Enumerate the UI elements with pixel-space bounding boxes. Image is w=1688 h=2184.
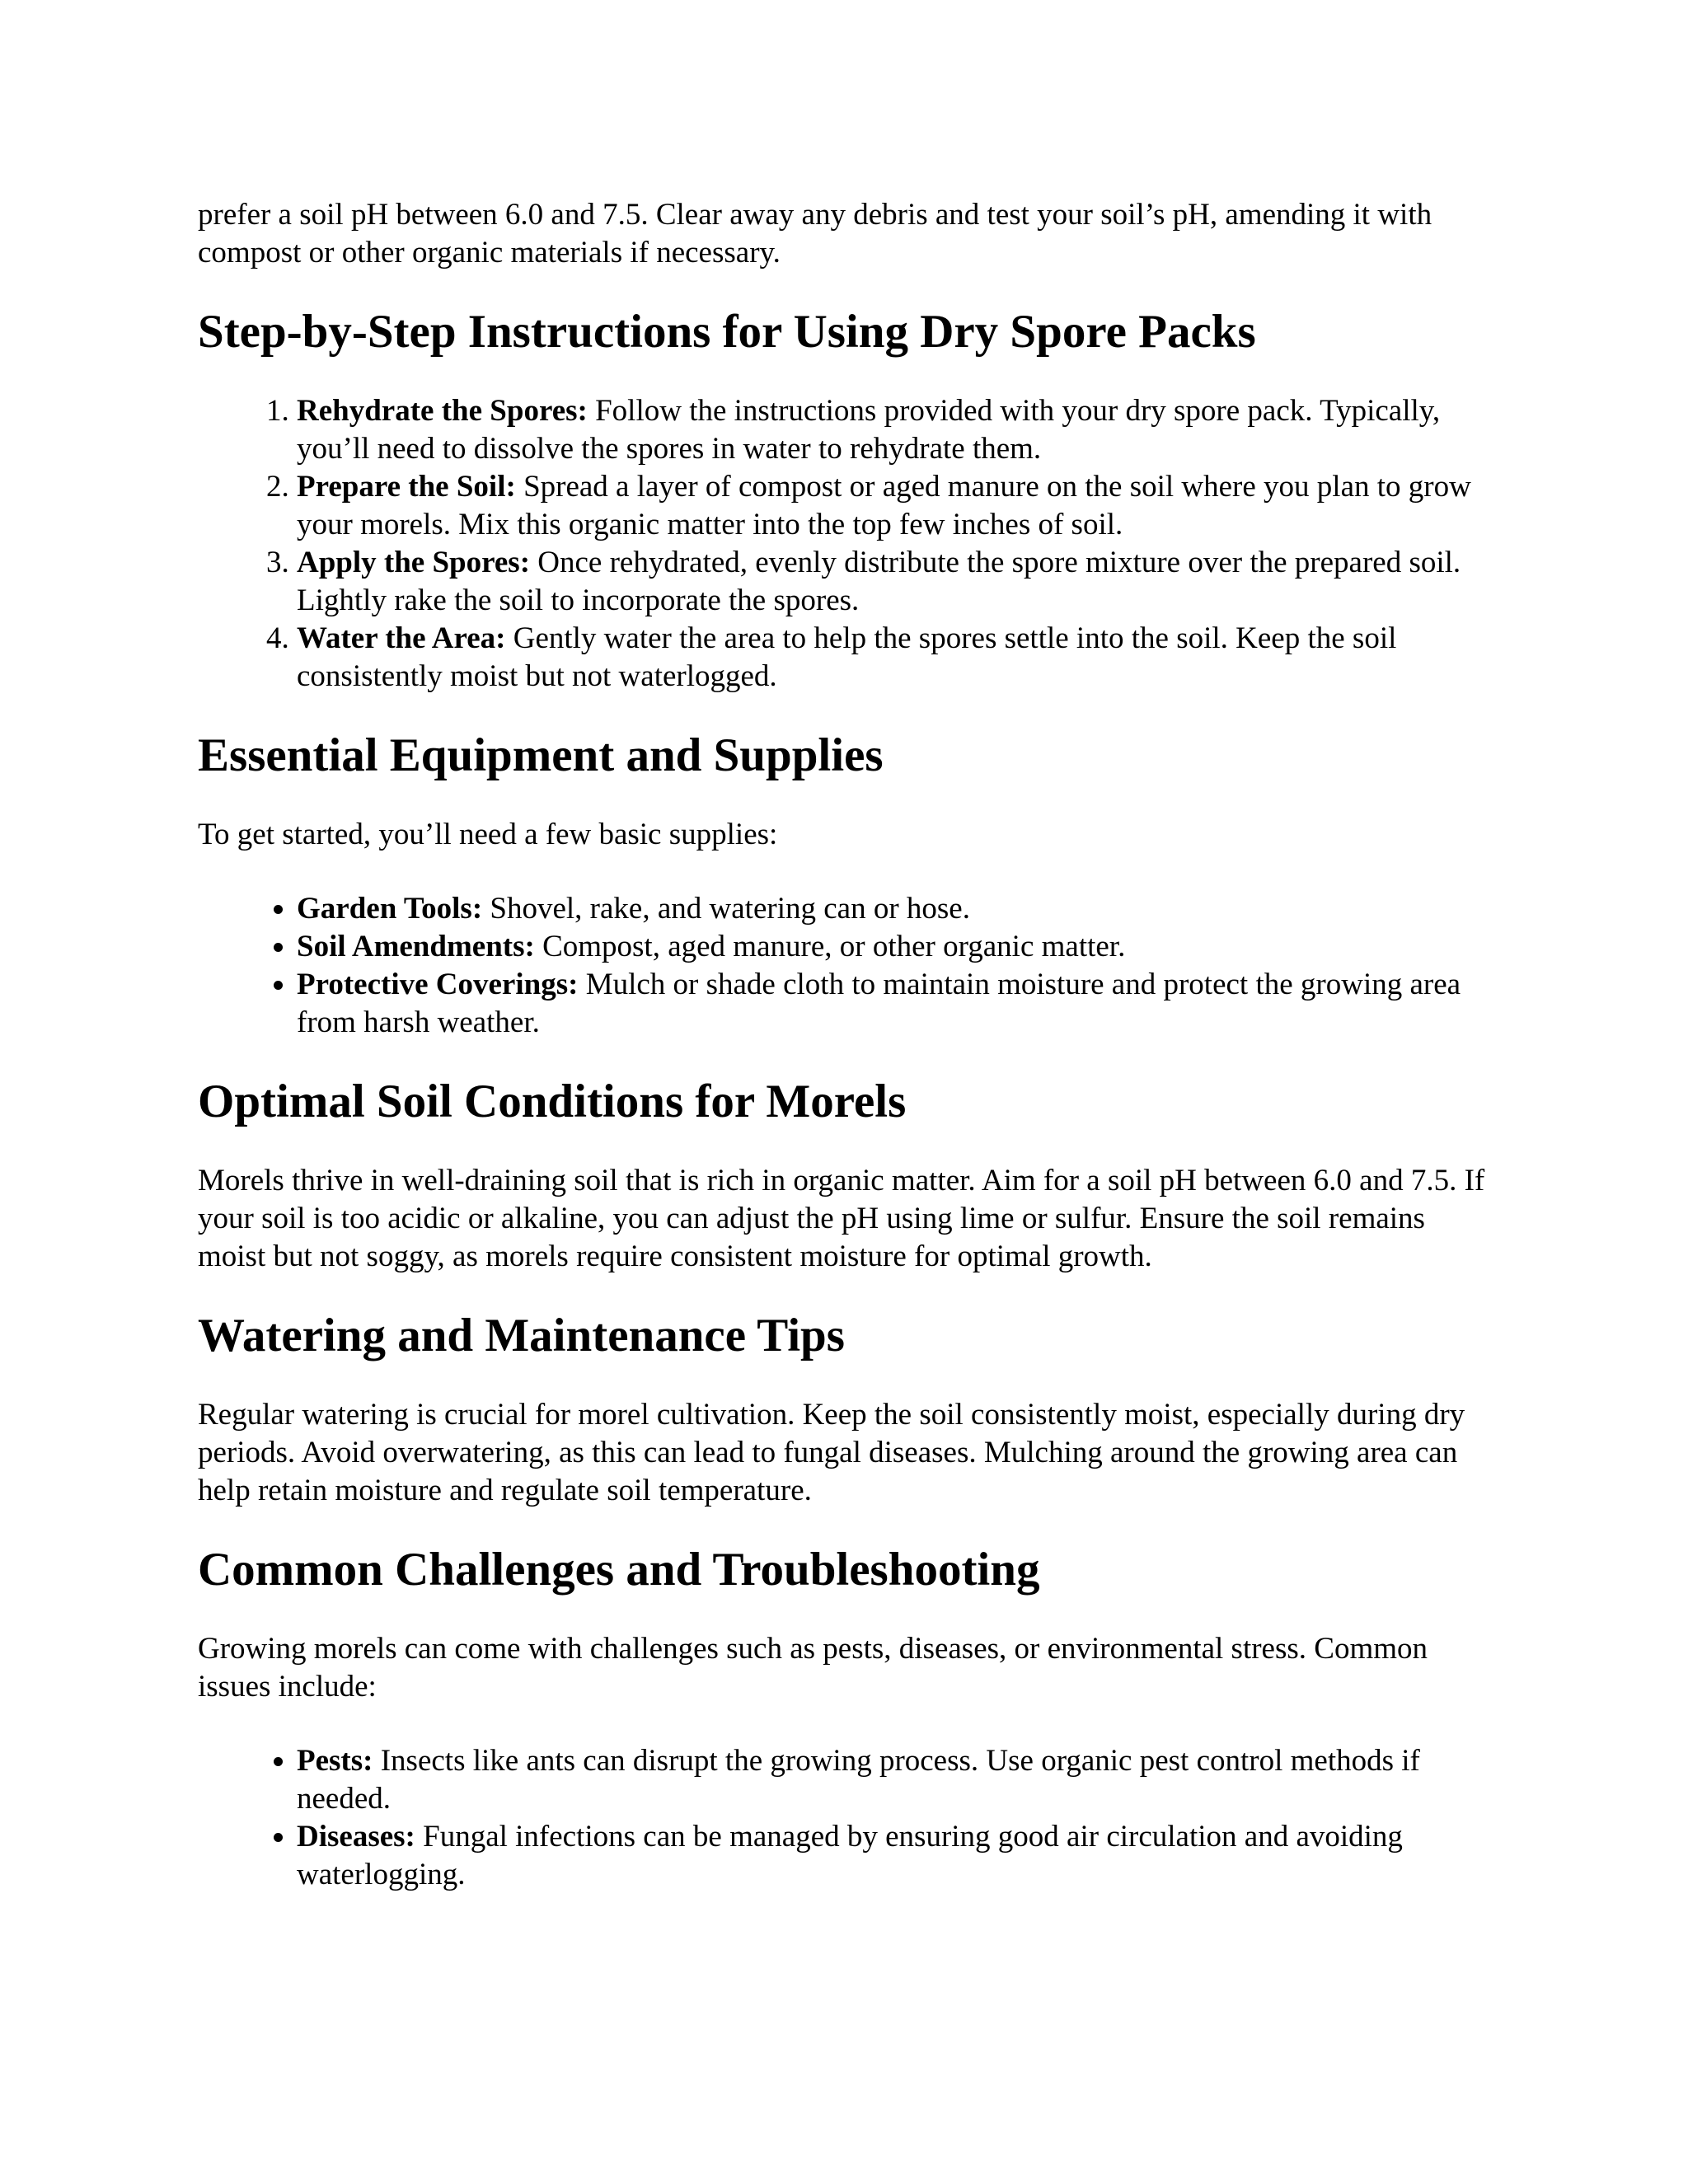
soil-paragraph: Morels thrive in well-draining soil that is rich in organic matter. Aim for a soil pH between 6.0 and 7.5. If your soil is too acidic or alkaline, you can adjust the pH using lime or sulfur. Ensure the soil remains moist but not soggy, as morels require consistent moisture for optimal growth.: [198, 1164, 1485, 1273]
challenges-list: [198, 1742, 1500, 1894]
list-item: [297, 1818, 1500, 1894]
soil-heading: Optimal Soil Conditions for Morels: [198, 1076, 907, 1127]
list-item: [297, 890, 1500, 928]
item-label: Prepare the Soil:: [297, 470, 516, 504]
watering-heading: Watering and Maintenance Tips: [198, 1310, 845, 1361]
equipment-intro: To get started, you’ll need a few basic supplies:: [198, 818, 778, 851]
item-text: Gently water the area to help the spores settle into the soil. Keep the soil consistently moist but not waterlogged.: [297, 621, 1397, 693]
list-item: [297, 966, 1500, 1042]
item-text: Insects like ants can disrupt the growing process. Use organic pest control methods if needed.: [297, 1744, 1420, 1816]
list-item: [297, 544, 1500, 620]
item-text: Shovel, rake, and watering can or hose.: [482, 892, 970, 926]
item-text: Fungal infections can be managed by ensuring good air circulation and avoiding waterlogging.: [297, 1820, 1403, 1891]
steps-list: [198, 392, 1500, 696]
item-text: Once rehydrated, evenly distribute the spore mixture over the prepared soil. Lightly rake the soil to incorporate the spores.: [297, 546, 1461, 617]
item-label: Soil Amendments:: [297, 930, 535, 963]
item-label: Diseases:: [297, 1820, 415, 1854]
item-label: Rehydrate the Spores:: [297, 394, 588, 428]
list-item: [297, 620, 1500, 696]
item-text: Compost, aged manure, or other organic matter.: [534, 930, 1126, 963]
list-item: [297, 392, 1500, 468]
item-text: Follow the instructions provided with your dry spore pack. Typically, you’ll need to dissolve the spores in water to rehydrate them.: [297, 394, 1441, 466]
document-page: [198, 196, 1500, 1894]
challenges-heading: Common Challenges and Troubleshooting: [198, 1544, 1040, 1596]
equipment-list: [198, 890, 1500, 1042]
list-item: [297, 468, 1500, 544]
equipment-heading: Essential Equipment and Supplies: [198, 729, 884, 781]
challenges-intro: Growing morels can come with challenges such as pests, diseases, or environmental stress. Common issues include:: [198, 1632, 1428, 1704]
item-label: Garden Tools:: [297, 892, 483, 926]
item-label: Pests:: [297, 1744, 373, 1778]
intro-paragraph: prefer a soil pH between 6.0 and 7.5. Clear away any debris and test your soil’s pH, amending it with compost or other organic materials if necessary.: [198, 198, 1432, 269]
item-text: Spread a layer of compost or aged manure on the soil where you plan to grow your morels. Mix this organic matter into the top few inches of soil.: [297, 470, 1471, 541]
list-item: [297, 1742, 1500, 1818]
item-label: Protective Coverings:: [297, 968, 579, 1001]
watering-paragraph: Regular watering is crucial for morel cultivation. Keep the soil consistently moist, especially during dry periods. Avoid overwatering, as this can lead to fungal diseases. Mulching around the growing area can help retain moisture and regulate soil temperature.: [198, 1398, 1465, 1507]
item-label: Water the Area:: [297, 621, 506, 655]
list-item: [297, 928, 1500, 966]
item-label: Apply the Spores:: [297, 546, 531, 579]
item-text: Mulch or shade cloth to maintain moisture and protect the growing area from harsh weather.: [297, 968, 1461, 1039]
steps-heading: Step-by-Step Instructions for Using Dry Spore Packs: [198, 306, 1256, 358]
